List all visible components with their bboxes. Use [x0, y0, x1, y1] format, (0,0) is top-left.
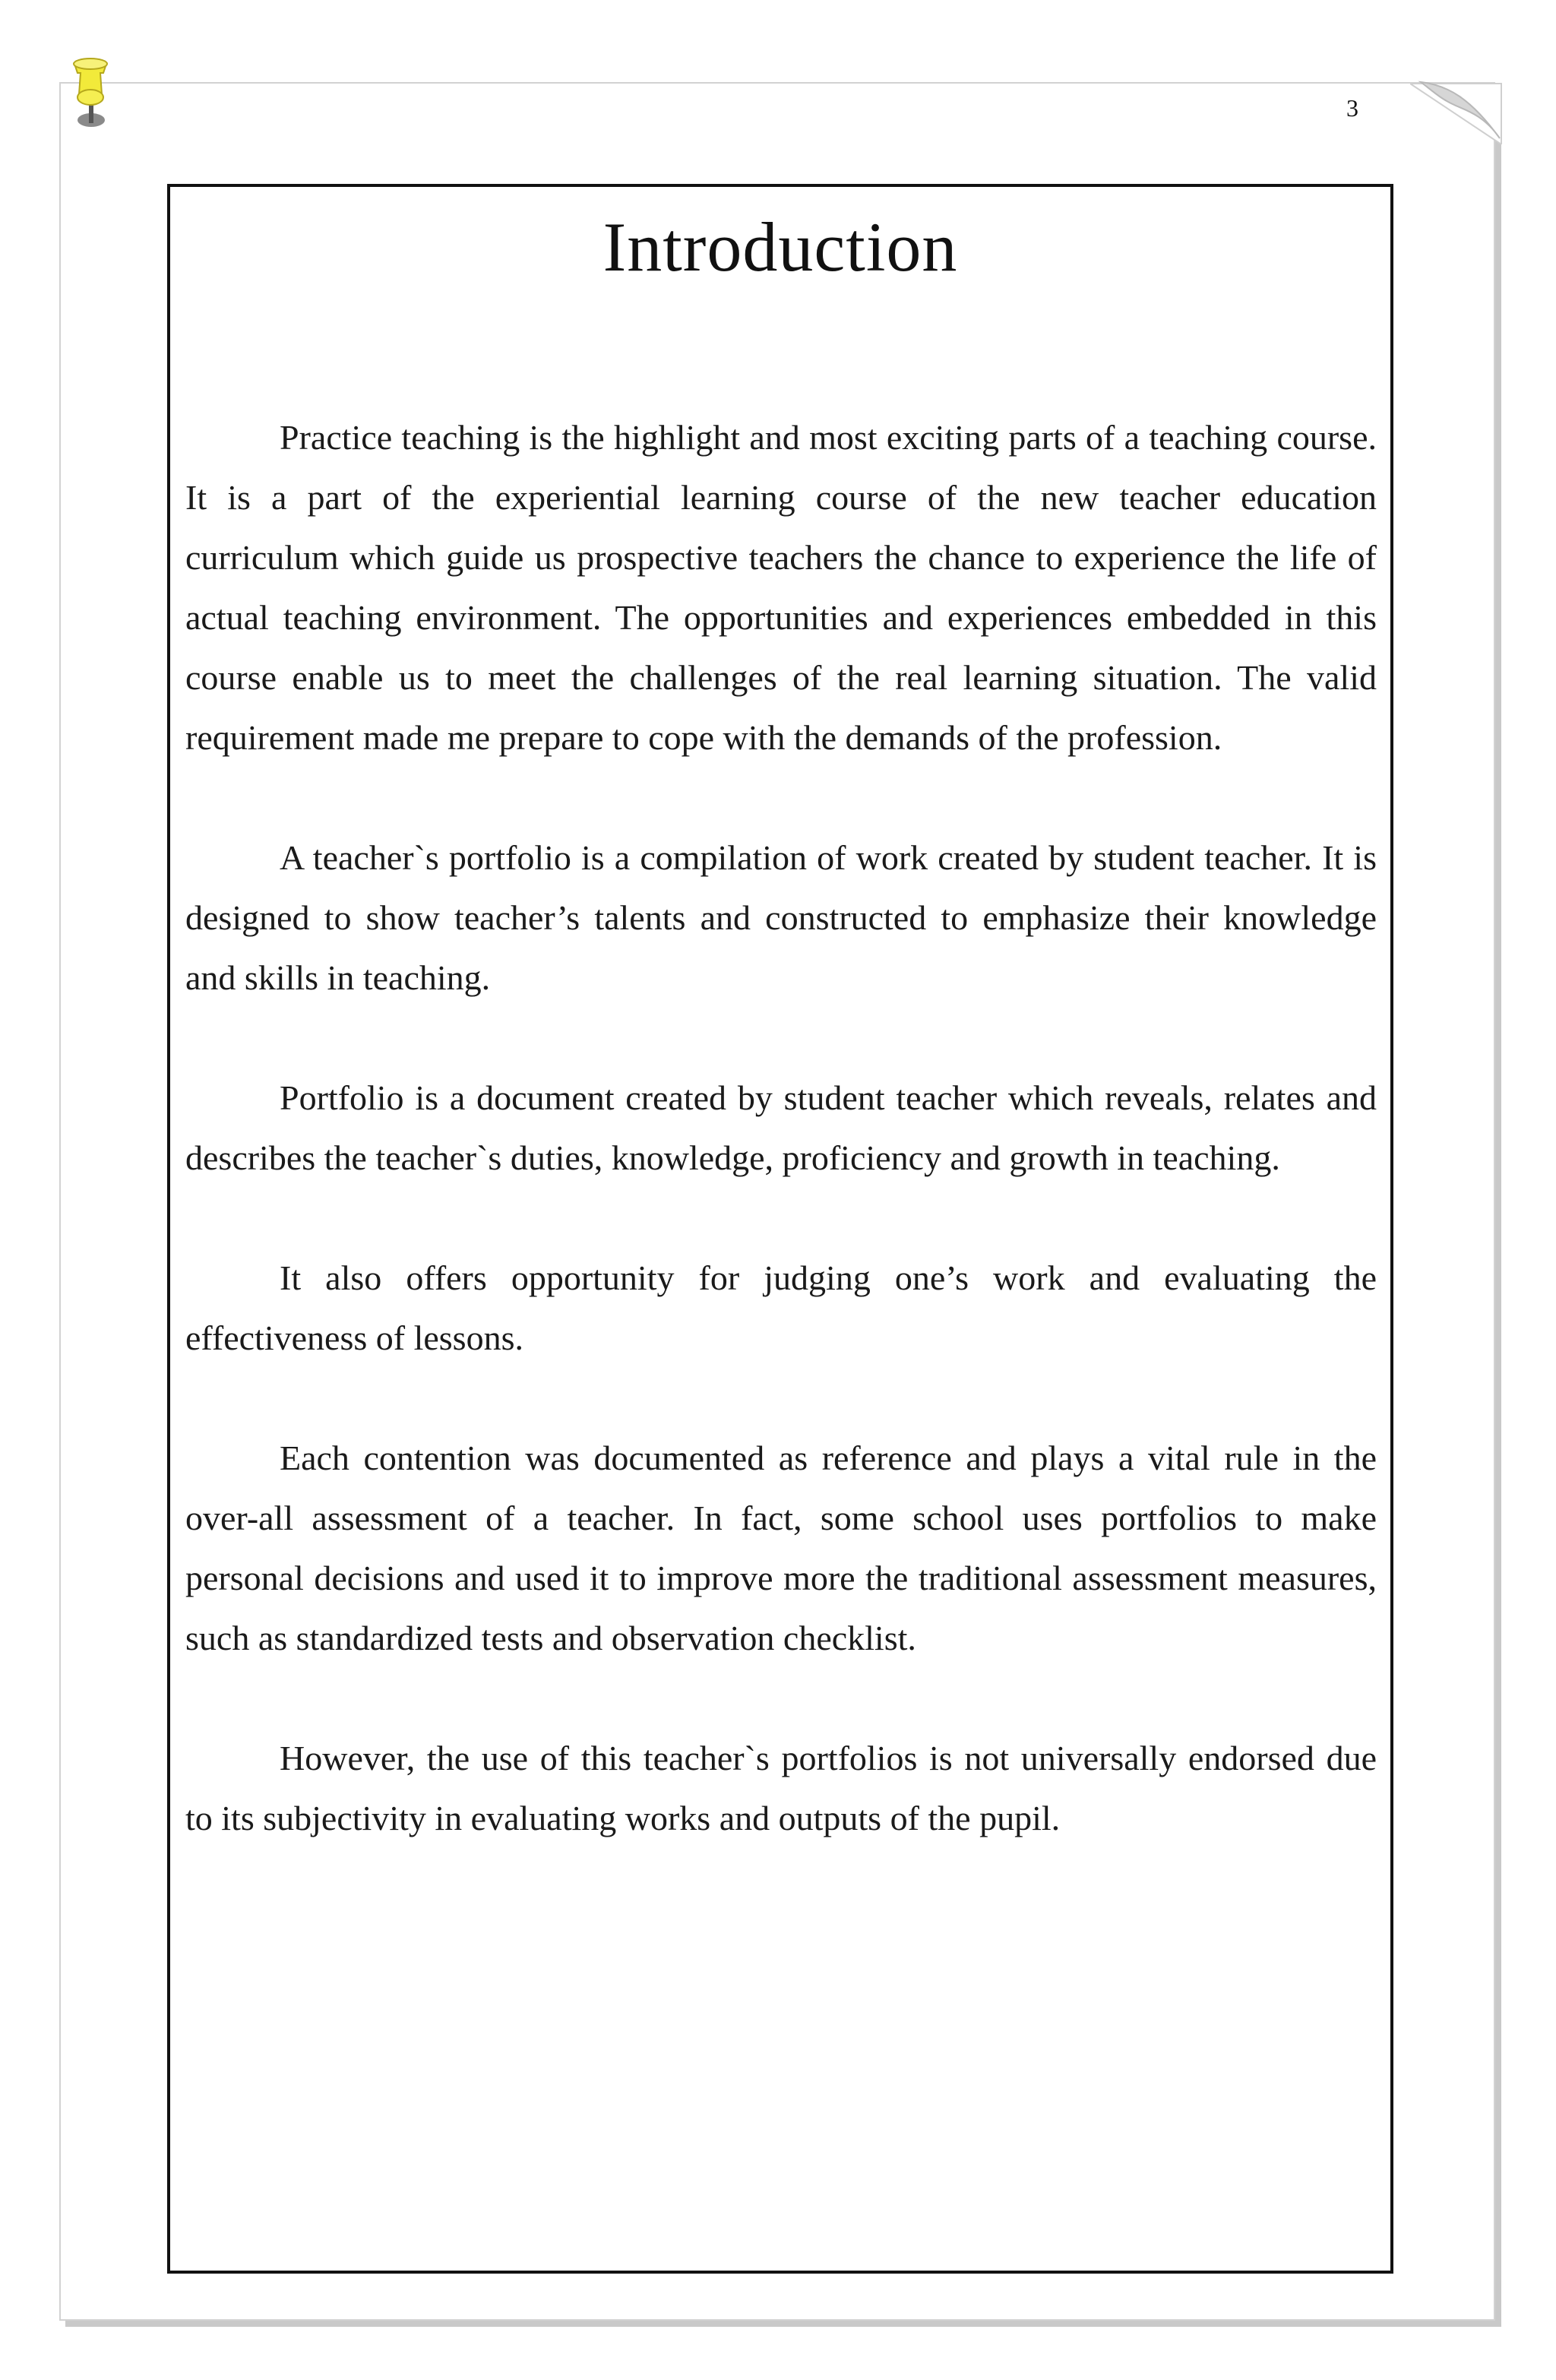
page-number: 3: [1346, 94, 1358, 122]
page-title: Introduction: [602, 208, 958, 286]
paragraph: It also offers opportunity for judging one’s work and evaluating the effectiveness of lessons.: [185, 1258, 1377, 1357]
pushpin-icon: [64, 56, 117, 140]
paragraph: Practice teaching is the highlight and most exciting parts of a teaching course. It is a part of the experiential learning course of the new teacher education curriculum which guide us prospective teachers the chance to experience the life of actual teaching environment. The opportunities and experiences embedded in this course enable us to meet the challenges of the real learning situation. The valid requirement made me prepare to cope with the demands of the profession.: [185, 418, 1377, 757]
content-frame: [167, 184, 1393, 2274]
paragraph: However, the use of this teacher`s portfolios is not universally endorsed due to its subjectivity in evaluating works and outputs of the pupil.: [185, 1739, 1377, 1837]
paragraph: Portfolio is a document created by student teacher which reveals, relates and describes the teacher`s duties, knowledge, proficiency and growth in teaching.: [185, 1078, 1377, 1177]
body-text: [185, 407, 1377, 1908]
paragraph: A teacher`s portfolio is a compilation of work created by student teacher. It is designed to show teacher’s talents and constructed to emphasize their knowledge and skills in teaching.: [185, 838, 1377, 997]
page-curl-icon: [1410, 76, 1509, 144]
paragraph: Each contention was documented as reference and plays a vital rule in the over-all assessment of a teacher. In fact, some school uses portfolios to make personal decisions and used it to improve more the traditional assessment measures, such as standardized tests and observation checklist.: [185, 1438, 1377, 1657]
